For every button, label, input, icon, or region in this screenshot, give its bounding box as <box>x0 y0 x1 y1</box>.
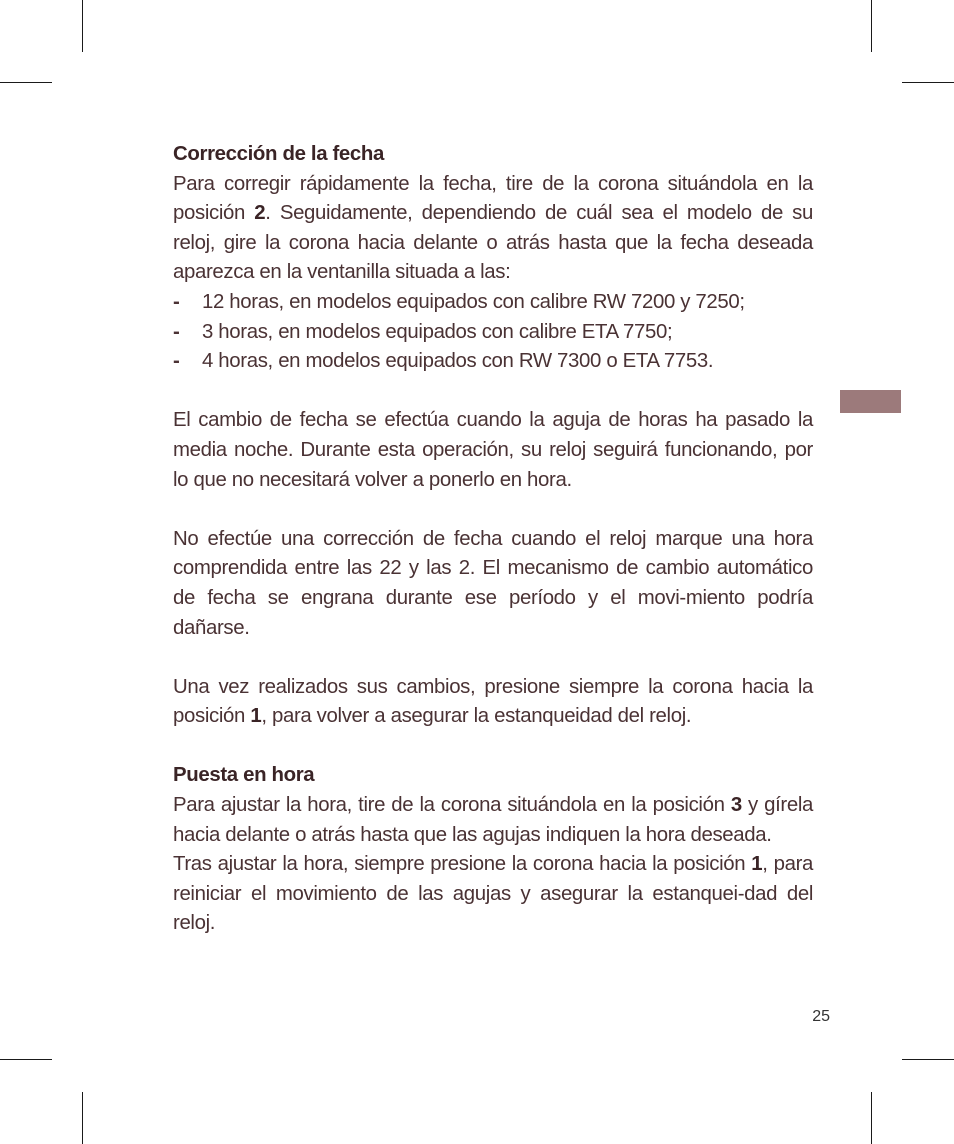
spacer <box>173 495 813 525</box>
crop-mark-bottom-right-vertical <box>871 1092 872 1144</box>
text-fragment: Para corregir rápidamente la fecha, tire de la corona situándola en la posición <box>173 172 813 225</box>
text-fragment: y gírela hacia delante o atrás hasta que las agujas indiquen la hora deseada. <box>173 794 813 846</box>
position-number: 3 <box>730 794 742 817</box>
dash-bullet: - <box>173 320 180 343</box>
position-number: 2 <box>254 202 266 225</box>
paragraph-date-change: El cambio de fecha se efectúa cuando la aguja de horas ha pasado la media noche. Durante esta operación, su reloj seguirá funcionando, por lo que no necesitará volver a ponerlo en hora. <box>173 409 813 491</box>
paragraph-date-correction-intro <box>173 170 813 288</box>
calibre-list <box>173 288 813 377</box>
crop-mark-top-left-vertical <box>82 0 83 52</box>
crop-mark-bottom-left-horizontal <box>0 1059 52 1060</box>
text-fragment: , para reiniciar el movimiento de las agujas y asegurar la estanquei-dad del reloj. <box>173 853 813 935</box>
text-fragment: Tras ajustar la hora, siempre presione la corona hacia la posición <box>173 853 752 876</box>
crop-mark-top-right-horizontal <box>902 82 954 83</box>
paragraph-after-setting <box>173 850 813 939</box>
list-item-text: 3 horas, en modelos equipados con calibre ETA 7750; <box>202 320 673 343</box>
text-fragment: . Seguidamente, dependiendo de cuál sea el modelo de su reloj, gire la corona hacia delante o atrás hasta que la fecha deseada aparezca en la ventanilla situada a las: <box>173 202 814 284</box>
crop-mark-bottom-left-vertical <box>82 1092 83 1144</box>
page-number: 25 <box>812 1008 830 1025</box>
crop-mark-top-right-vertical <box>871 0 872 52</box>
spacer <box>173 377 813 407</box>
crop-mark-top-left-horizontal <box>0 82 52 83</box>
spacer <box>173 732 813 762</box>
section-tab-marker <box>840 390 901 413</box>
crop-mark-bottom-right-horizontal <box>902 1059 954 1060</box>
dash-bullet: - <box>173 290 180 313</box>
dash-bullet: - <box>173 350 180 373</box>
text-fragment: , para volver a asegurar la estanqueidad del reloj. <box>261 705 692 728</box>
list-item <box>173 347 813 377</box>
list-item-text: 4 horas, en modelos equipados con RW 7300 o ETA 7753. <box>202 350 714 373</box>
page-content <box>173 140 813 939</box>
section-title-date-correction: Corrección de la fecha <box>173 143 385 165</box>
section-title-time-setting: Puesta en hora <box>173 764 315 787</box>
paragraph-press-crown <box>173 673 813 732</box>
list-item <box>173 288 813 318</box>
list-item-text: 12 horas, en modelos equipados con calibre RW 7200 y 7250; <box>202 290 745 313</box>
list-item <box>173 318 813 348</box>
spacer <box>173 643 813 673</box>
text-fragment: Para ajustar la hora, tire de la corona situándola en la posición <box>173 794 731 817</box>
position-number: 1 <box>250 705 262 728</box>
position-number: 1 <box>751 853 763 876</box>
paragraph-time-setting <box>173 791 813 850</box>
paragraph-warning: No efectúe una corrección de fecha cuando el reloj marque una hora comprendida entre las 22 y las 2. El mecanismo de cambio automático de fecha se engrana durante ese período y el movi-miento podría dañarse. <box>173 527 813 639</box>
text-fragment: Una vez realizados sus cambios, presione siempre la corona hacia la posición <box>173 675 813 728</box>
